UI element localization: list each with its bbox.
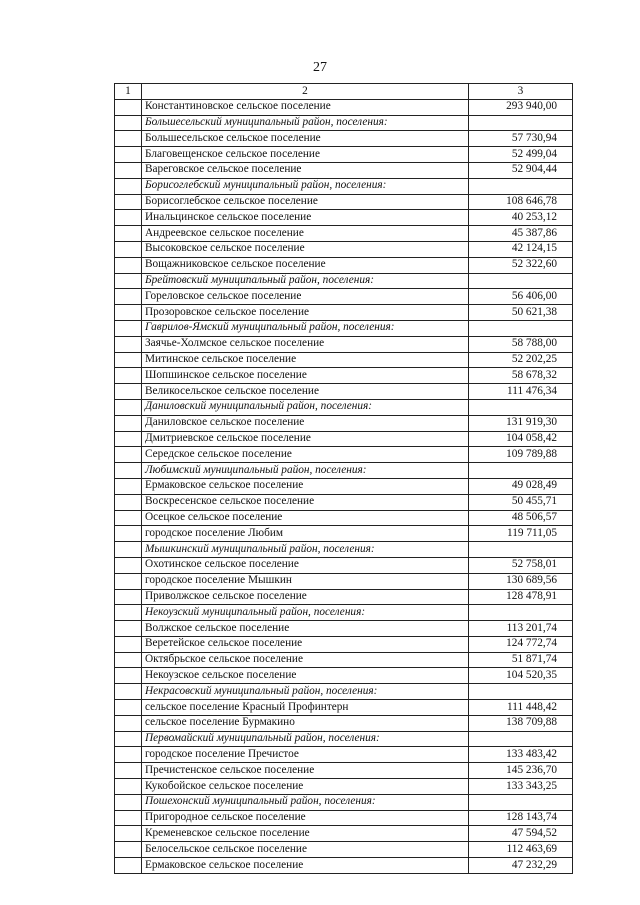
row-index-cell	[115, 241, 142, 257]
amount-cell: 45 387,86	[469, 226, 573, 242]
settlement-name-cell: Митинское сельское поселение	[142, 352, 469, 368]
table-row	[115, 226, 573, 242]
row-index-cell	[115, 810, 142, 826]
table-row	[115, 415, 573, 431]
row-index-cell	[115, 289, 142, 305]
district-header-row	[115, 731, 573, 747]
amount-cell: 131 919,30	[469, 415, 573, 431]
amount-cell	[469, 794, 573, 810]
district-header-row	[115, 115, 573, 131]
district-name-cell: Большесельский муниципальный район, поселения:	[142, 115, 469, 131]
table-row	[115, 241, 573, 257]
amount-cell: 104 520,35	[469, 668, 573, 684]
table-row	[115, 305, 573, 321]
settlement-name-cell: Воскресенское сельское поселение	[142, 494, 469, 510]
amount-cell: 111 476,34	[469, 384, 573, 400]
row-index-cell	[115, 273, 142, 289]
amount-cell: 47 594,52	[469, 826, 573, 842]
district-name-cell: Первомайский муниципальный район, поселения:	[142, 731, 469, 747]
settlement-name-cell: Пречистенское сельское поселение	[142, 763, 469, 779]
table-body	[115, 99, 573, 873]
settlement-name-cell: Середское сельское поселение	[142, 447, 469, 463]
settlement-name-cell: Борисоглебское сельское поселение	[142, 194, 469, 210]
table-row	[115, 779, 573, 795]
table-header-row	[115, 84, 573, 100]
settlement-name-cell: Благовещенское сельское поселение	[142, 147, 469, 163]
row-index-cell	[115, 779, 142, 795]
table-row	[115, 700, 573, 716]
table-row	[115, 668, 573, 684]
table-row	[115, 763, 573, 779]
settlement-name-cell: Волжское сельское поселение	[142, 621, 469, 637]
district-name-cell: Борисоглебский муниципальный район, поселения:	[142, 178, 469, 194]
settlement-name-cell: Высоковское сельское поселение	[142, 241, 469, 257]
amount-cell: 56 406,00	[469, 289, 573, 305]
row-index-cell	[115, 510, 142, 526]
amount-cell	[469, 399, 573, 415]
row-index-cell	[115, 447, 142, 463]
amount-cell: 128 478,91	[469, 589, 573, 605]
amount-cell	[469, 320, 573, 336]
amount-cell: 58 788,00	[469, 336, 573, 352]
table-row	[115, 431, 573, 447]
row-index-cell	[115, 605, 142, 621]
settlement-name-cell: Андреевское сельское поселение	[142, 226, 469, 242]
settlement-name-cell: городское поселение Любим	[142, 526, 469, 542]
amount-cell: 47 232,29	[469, 858, 573, 874]
amount-cell	[469, 115, 573, 131]
row-index-cell	[115, 526, 142, 542]
row-index-cell	[115, 305, 142, 321]
column-header-2: 2	[142, 84, 469, 100]
amount-cell: 124 772,74	[469, 636, 573, 652]
row-index-cell	[115, 415, 142, 431]
table-row	[115, 621, 573, 637]
row-index-cell	[115, 478, 142, 494]
amount-cell: 293 940,00	[469, 99, 573, 115]
table-row	[115, 147, 573, 163]
row-index-cell	[115, 115, 142, 131]
district-name-cell: Даниловский муниципальный район, поселения:	[142, 399, 469, 415]
table-row	[115, 526, 573, 542]
district-header-row	[115, 399, 573, 415]
district-header-row	[115, 320, 573, 336]
table-row	[115, 715, 573, 731]
settlement-name-cell: Великосельское сельское поселение	[142, 384, 469, 400]
table-row	[115, 557, 573, 573]
settlement-name-cell: городское поселение Мышкин	[142, 573, 469, 589]
settlement-name-cell: Приволжское сельское поселение	[142, 589, 469, 605]
row-index-cell	[115, 842, 142, 858]
settlement-name-cell: Вощажниковское сельское поселение	[142, 257, 469, 273]
district-name-cell: Любимский муниципальный район, поселения:	[142, 463, 469, 479]
row-index-cell	[115, 636, 142, 652]
row-index-cell	[115, 352, 142, 368]
district-name-cell: Мышкинский муниципальный район, поселения:	[142, 542, 469, 558]
allocation-table	[114, 83, 573, 874]
amount-cell: 111 448,42	[469, 700, 573, 716]
table-row	[115, 368, 573, 384]
district-name-cell: Пошехонский муниципальный район, поселения:	[142, 794, 469, 810]
settlement-name-cell: сельское поселение Красный Профинтерн	[142, 700, 469, 716]
row-index-cell	[115, 431, 142, 447]
row-index-cell	[115, 684, 142, 700]
row-index-cell	[115, 147, 142, 163]
settlement-name-cell: Инальцинское сельское поселение	[142, 210, 469, 226]
row-index-cell	[115, 557, 142, 573]
table-row	[115, 636, 573, 652]
settlement-name-cell: Белосельское сельское поселение	[142, 842, 469, 858]
settlement-name-cell: Охотинское сельское поселение	[142, 557, 469, 573]
row-index-cell	[115, 494, 142, 510]
table-row	[115, 257, 573, 273]
settlement-name-cell: Вареговское сельское поселение	[142, 162, 469, 178]
table-row	[115, 478, 573, 494]
settlement-name-cell: Кременевское сельское поселение	[142, 826, 469, 842]
row-index-cell	[115, 226, 142, 242]
table-row	[115, 194, 573, 210]
table-row	[115, 336, 573, 352]
table-row	[115, 384, 573, 400]
row-index-cell	[115, 542, 142, 558]
settlement-name-cell: городское поселение Пречистое	[142, 747, 469, 763]
row-index-cell	[115, 573, 142, 589]
table-row	[115, 573, 573, 589]
row-index-cell	[115, 194, 142, 210]
amount-cell: 51 871,74	[469, 652, 573, 668]
table-row	[115, 842, 573, 858]
amount-cell: 145 236,70	[469, 763, 573, 779]
district-header-row	[115, 794, 573, 810]
amount-cell: 113 201,74	[469, 621, 573, 637]
table-row	[115, 99, 573, 115]
settlement-name-cell: Даниловское сельское поселение	[142, 415, 469, 431]
amount-cell: 119 711,05	[469, 526, 573, 542]
amount-cell: 52 758,01	[469, 557, 573, 573]
table-row	[115, 810, 573, 826]
row-index-cell	[115, 210, 142, 226]
amount-cell: 52 904,44	[469, 162, 573, 178]
amount-cell	[469, 273, 573, 289]
settlement-name-cell: Ермаковское сельское поселение	[142, 478, 469, 494]
amount-cell	[469, 178, 573, 194]
table-row	[115, 826, 573, 842]
settlement-name-cell: Кукобойское сельское поселение	[142, 779, 469, 795]
amount-cell: 104 058,42	[469, 431, 573, 447]
amount-cell: 133 343,25	[469, 779, 573, 795]
amount-cell: 50 621,38	[469, 305, 573, 321]
row-index-cell	[115, 320, 142, 336]
row-index-cell	[115, 747, 142, 763]
column-header-3: 3	[469, 84, 573, 100]
row-index-cell	[115, 731, 142, 747]
row-index-cell	[115, 368, 142, 384]
amount-cell: 49 028,49	[469, 478, 573, 494]
amount-cell: 48 506,57	[469, 510, 573, 526]
row-index-cell	[115, 652, 142, 668]
district-name-cell: Некрасовский муниципальный район, поселения:	[142, 684, 469, 700]
settlement-name-cell: Октябрьское сельское поселение	[142, 652, 469, 668]
settlement-name-cell: Дмитриевское сельское поселение	[142, 431, 469, 447]
settlement-name-cell: Некоузское сельское поселение	[142, 668, 469, 684]
settlement-name-cell: Веретейское сельское поселение	[142, 636, 469, 652]
page-number: 27	[313, 60, 327, 75]
settlement-name-cell: Шопшинское сельское поселение	[142, 368, 469, 384]
district-name-cell: Брейтовский муниципальный район, поселения:	[142, 273, 469, 289]
district-header-row	[115, 178, 573, 194]
district-header-row	[115, 542, 573, 558]
district-header-row	[115, 273, 573, 289]
table-row	[115, 131, 573, 147]
row-index-cell	[115, 858, 142, 874]
row-index-cell	[115, 384, 142, 400]
district-name-cell: Гаврилов-Ямский муниципальный район, поселения:	[142, 320, 469, 336]
table-row	[115, 352, 573, 368]
row-index-cell	[115, 589, 142, 605]
row-index-cell	[115, 668, 142, 684]
row-index-cell	[115, 178, 142, 194]
amount-cell: 40 253,12	[469, 210, 573, 226]
row-index-cell	[115, 794, 142, 810]
settlement-name-cell: Заячье-Холмское сельское поселение	[142, 336, 469, 352]
amount-cell	[469, 463, 573, 479]
amount-cell: 138 709,88	[469, 715, 573, 731]
row-index-cell	[115, 463, 142, 479]
settlement-name-cell: Пригородное сельское поселение	[142, 810, 469, 826]
amount-cell: 57 730,94	[469, 131, 573, 147]
row-index-cell	[115, 621, 142, 637]
table-row	[115, 858, 573, 874]
table-row	[115, 162, 573, 178]
settlement-name-cell: сельское поселение Бурмакино	[142, 715, 469, 731]
amount-cell: 133 483,42	[469, 747, 573, 763]
settlement-name-cell: Константиновское сельское поселение	[142, 99, 469, 115]
district-header-row	[115, 605, 573, 621]
table-row	[115, 494, 573, 510]
row-index-cell	[115, 99, 142, 115]
row-index-cell	[115, 715, 142, 731]
district-header-row	[115, 684, 573, 700]
amount-cell: 52 322,60	[469, 257, 573, 273]
amount-cell: 52 202,25	[469, 352, 573, 368]
row-index-cell	[115, 826, 142, 842]
amount-cell: 42 124,15	[469, 241, 573, 257]
amount-cell: 128 143,74	[469, 810, 573, 826]
table-row	[115, 447, 573, 463]
row-index-cell	[115, 763, 142, 779]
table-row	[115, 210, 573, 226]
column-header-1: 1	[115, 84, 142, 100]
amount-cell	[469, 684, 573, 700]
district-name-cell: Некоузский муниципальный район, поселения:	[142, 605, 469, 621]
amount-cell: 50 455,71	[469, 494, 573, 510]
row-index-cell	[115, 399, 142, 415]
settlement-name-cell: Гореловское сельское поселение	[142, 289, 469, 305]
table-row	[115, 589, 573, 605]
amount-cell	[469, 542, 573, 558]
settlement-name-cell: Осецкое сельское поселение	[142, 510, 469, 526]
row-index-cell	[115, 700, 142, 716]
row-index-cell	[115, 162, 142, 178]
row-index-cell	[115, 257, 142, 273]
district-header-row	[115, 463, 573, 479]
amount-cell: 108 646,78	[469, 194, 573, 210]
amount-cell	[469, 605, 573, 621]
amount-cell: 130 689,56	[469, 573, 573, 589]
amount-cell	[469, 731, 573, 747]
settlement-name-cell: Прозоровское сельское поселение	[142, 305, 469, 321]
settlement-name-cell: Большесельское сельское поселение	[142, 131, 469, 147]
table-row	[115, 652, 573, 668]
amount-cell: 52 499,04	[469, 147, 573, 163]
row-index-cell	[115, 131, 142, 147]
amount-cell: 58 678,32	[469, 368, 573, 384]
table-row	[115, 289, 573, 305]
settlement-name-cell: Ермаковское сельское поселение	[142, 858, 469, 874]
row-index-cell	[115, 336, 142, 352]
table-row	[115, 510, 573, 526]
amount-cell: 109 789,88	[469, 447, 573, 463]
amount-cell: 112 463,69	[469, 842, 573, 858]
table-row	[115, 747, 573, 763]
